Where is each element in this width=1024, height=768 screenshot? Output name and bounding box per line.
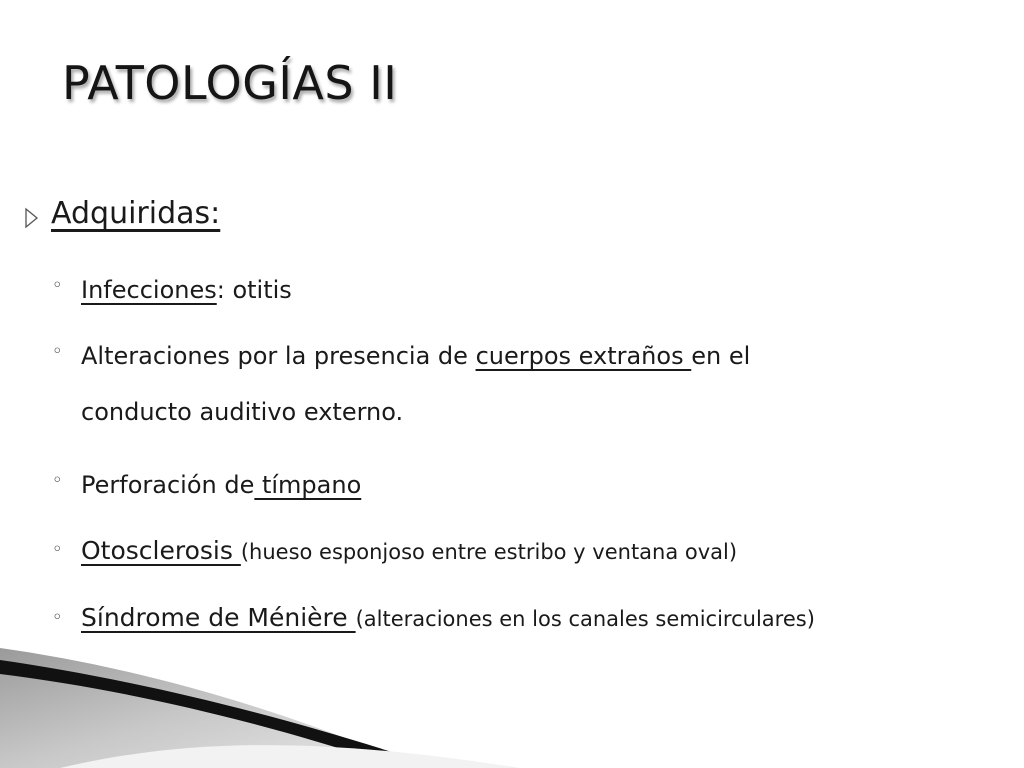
circle-outline-icon: ◦ [52, 539, 63, 560]
item-text: : otitis [216, 276, 292, 304]
term-otosclerosis: Otosclerosis [81, 536, 241, 565]
item-text: (hueso esponjoso entre estribo y ventana oval) [240, 540, 738, 564]
term-infecciones: Infecciones [81, 276, 217, 304]
slide-title: PATOLOGÍAS II [62, 56, 398, 110]
list-item-otosclerosis [81, 523, 981, 580]
triangle-right-icon [22, 196, 42, 240]
circle-outline-icon: ◦ [52, 275, 63, 296]
item-text: (alteraciones en los canales semicirculares) [355, 607, 815, 631]
circle-outline-icon: ◦ [52, 607, 63, 628]
item-text: Perforación de [81, 471, 255, 499]
circle-outline-icon: ◦ [52, 341, 63, 362]
list-item-infecciones [81, 262, 981, 318]
item-text: en el [691, 342, 751, 370]
item-text-continuation: conducto auditivo externo. [81, 398, 404, 426]
section-heading: Adquiridas: [51, 196, 221, 231]
list-item-cuerpos-extranos [81, 328, 981, 440]
term-timpano: tímpano [254, 471, 362, 499]
term-sindrome-meniere: Síndrome de Ménière [81, 603, 356, 632]
term-cuerpos-extranos: cuerpos extraños [475, 342, 692, 370]
list-item-perforacion [81, 457, 981, 513]
list-item-sindrome-meniere [81, 590, 981, 647]
circle-outline-icon: ◦ [52, 470, 63, 491]
item-text: Alteraciones por la presencia de [81, 342, 476, 370]
